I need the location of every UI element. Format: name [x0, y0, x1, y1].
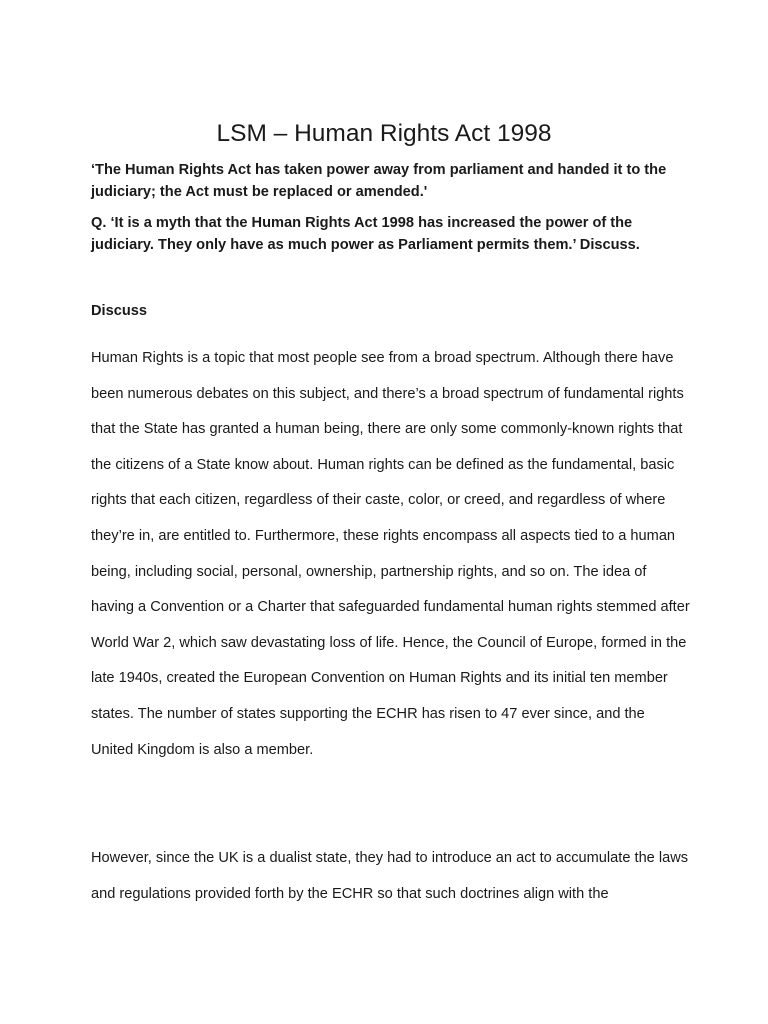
essay-question: Q. ‘It is a myth that the Human Rights Act 1998 has increased the power of the judiciary. They only have as much power as Parliament permits them.’ Discuss.	[91, 215, 640, 253]
body-paragraph: Human Rights is a topic that most people see from a broad spectrum. Although there have been numerous debates on this subject, and there’s a broad spectrum of fundamental rights that the State has granted a human being, there are only some commonly-known rights that the citizens of a State know about. Human rights can be defined as the fundamental, basic rights that each citizen, regardless of their caste, color, or creed, and regardless of where they’re in, are entitled to. Furthermore, these rights encompass all aspects tied to a human being, including social, personal, ownership, partnership rights, and so on. The idea of having a Convention or a Charter that safeguarded fundamental human rights stemmed after World War 2, which saw devastating loss of life. Hence, the Council of Europe, formed in the late 1940s, created the European Convention on Human Rights and its initial ten member states. The number of states supporting the ECHR has risen to 47 ever since, and the United Kingdom is also a member.	[91, 350, 690, 758]
body-paragraph: However, since the UK is a dualist state, they had to introduce an act to accumulate the laws and regulations provided forth by the ECHR so that such doctrines align with the	[91, 850, 689, 902]
document-title: LSM – Human Rights Act 1998	[216, 120, 552, 147]
section-heading-discuss: Discuss	[91, 303, 147, 319]
essay-quote: ‘The Human Rights Act has taken power away from parliament and handed it to the judiciary; the Act must be replaced or amended.'	[91, 162, 667, 200]
